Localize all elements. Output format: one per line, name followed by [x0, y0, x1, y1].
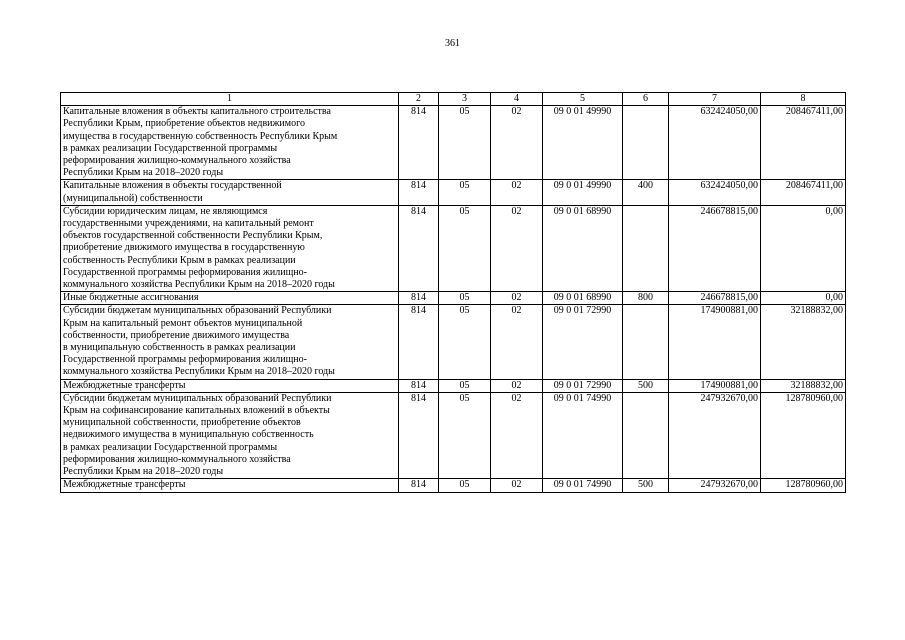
budget-table	[60, 92, 846, 493]
header-cell: 3	[439, 93, 491, 106]
description-line: Республики Крым на 2018–2020 годы	[63, 167, 224, 179]
expense-type-cell	[623, 392, 669, 478]
description-line: Крым на софинансирование капитальных вложений в объекты	[63, 405, 330, 417]
subsection-code-cell: 02	[491, 180, 543, 205]
section-code-cell: 05	[439, 205, 491, 291]
description-line: Республики Крым на 2018–2020 годы	[63, 466, 224, 478]
ministry-code-cell: 814	[399, 205, 439, 291]
description-line: Иные бюджетные ассигнования	[63, 292, 199, 304]
description-line: коммунального хозяйства Республики Крым на 2018–2020 годы	[63, 366, 335, 378]
header-row	[61, 93, 846, 106]
subsection-code-cell: 02	[491, 479, 543, 492]
table-row	[61, 379, 846, 392]
amount-2019-cell: 632424050,00	[669, 106, 761, 180]
amount-2020-cell: 32188832,00	[761, 305, 846, 379]
amount-2020-cell: 32188832,00	[761, 379, 846, 392]
description-cell	[61, 392, 399, 478]
target-article-cell: 09 0 01 68990	[543, 292, 623, 305]
description-line: в муниципальную собственность в рамках реализации	[63, 342, 296, 354]
description-line: Субсидии бюджетам муниципальных образований Республики	[63, 392, 332, 404]
header-cell: 4	[491, 93, 543, 106]
description-line: объектов государственной собственности Республики Крым,	[63, 230, 323, 242]
amount-2020-cell: 128780960,00	[761, 392, 846, 478]
header-cell: 8	[761, 93, 846, 106]
target-article-cell: 09 0 01 68990	[543, 205, 623, 291]
amount-2020-cell: 128780960,00	[761, 479, 846, 492]
section-code-cell: 05	[439, 379, 491, 392]
target-article-cell: 09 0 01 74990	[543, 392, 623, 478]
amount-2019-cell: 174900881,00	[669, 379, 761, 392]
description-cell	[61, 292, 399, 305]
expense-type-cell	[623, 305, 669, 379]
table-row	[61, 292, 846, 305]
target-article-cell: 09 0 01 74990	[543, 479, 623, 492]
expense-type-cell: 800	[623, 292, 669, 305]
description-cell	[61, 180, 399, 205]
section-code-cell: 05	[439, 106, 491, 180]
description-line: муниципальной собственности, приобретение объектов	[63, 417, 301, 429]
subsection-code-cell: 02	[491, 205, 543, 291]
target-article-cell: 09 0 01 49990	[543, 180, 623, 205]
amount-2020-cell: 0,00	[761, 205, 846, 291]
table-row	[61, 205, 846, 291]
expense-type-cell: 500	[623, 379, 669, 392]
amount-2019-cell: 247932670,00	[669, 392, 761, 478]
subsection-code-cell: 02	[491, 379, 543, 392]
description-line: Межбюджетные трансферты	[63, 379, 186, 391]
description-line: Капитальные вложения в объекты государственной	[63, 180, 282, 192]
section-code-cell: 05	[439, 392, 491, 478]
description-line: Межбюджетные трансферты	[63, 479, 186, 491]
description-line: реформирования жилищно-коммунального хозяйства	[63, 453, 291, 465]
header-cell: 5	[543, 93, 623, 106]
ministry-code-cell: 814	[399, 305, 439, 379]
expense-type-cell: 400	[623, 180, 669, 205]
section-code-cell: 05	[439, 479, 491, 492]
ministry-code-cell: 814	[399, 392, 439, 478]
amount-2020-cell: 0,00	[761, 292, 846, 305]
subsection-code-cell: 02	[491, 106, 543, 180]
subsection-code-cell: 02	[491, 392, 543, 478]
target-article-cell: 09 0 01 72990	[543, 305, 623, 379]
description-line: приобретение движимого имущества в государственную	[63, 242, 305, 254]
target-article-cell: 09 0 01 49990	[543, 106, 623, 180]
description-cell	[61, 205, 399, 291]
header-cell: 7	[669, 93, 761, 106]
description-line: в рамках реализации Государственной программы	[63, 441, 278, 453]
description-cell	[61, 305, 399, 379]
description-line: собственности, приобретение движимого имущества	[63, 329, 290, 341]
description-line: в рамках реализации Государственной программы	[63, 142, 278, 154]
table-row	[61, 106, 846, 180]
ministry-code-cell: 814	[399, 180, 439, 205]
ministry-code-cell: 814	[399, 292, 439, 305]
amount-2019-cell: 247932670,00	[669, 479, 761, 492]
expense-type-cell	[623, 205, 669, 291]
amount-2019-cell: 246678815,00	[669, 205, 761, 291]
subsection-code-cell: 02	[491, 292, 543, 305]
header-cell: 6	[623, 93, 669, 106]
description-line: Крым на капитальный ремонт объектов муниципальной	[63, 317, 303, 329]
description-line: (муниципальной) собственности	[63, 192, 203, 204]
section-code-cell: 05	[439, 292, 491, 305]
amount-2020-cell: 208467411,00	[761, 106, 846, 180]
table-row	[61, 392, 846, 478]
description-line: государственными учреждениями, на капитальный ремонт	[63, 218, 314, 230]
amount-2019-cell: 632424050,00	[669, 180, 761, 205]
description-line: имущества в государственную собственность Республики Крым	[63, 130, 338, 142]
section-code-cell: 05	[439, 180, 491, 205]
table-row	[61, 305, 846, 379]
section-code-cell: 05	[439, 305, 491, 379]
description-line: Государственной программы реформирования жилищно-	[63, 266, 307, 278]
ministry-code-cell: 814	[399, 479, 439, 492]
description-line: коммунального хозяйства Республики Крым на 2018–2020 годы	[63, 279, 335, 291]
description-cell	[61, 479, 399, 492]
target-article-cell: 09 0 01 72990	[543, 379, 623, 392]
description-line: Субсидии бюджетам муниципальных образований Республики	[63, 305, 332, 317]
table-row	[61, 180, 846, 205]
ministry-code-cell: 814	[399, 379, 439, 392]
amount-2020-cell: 208467411,00	[761, 180, 846, 205]
expense-type-cell: 500	[623, 479, 669, 492]
amount-2019-cell: 174900881,00	[669, 305, 761, 379]
description-line: недвижимого имущества в муниципальную собственность	[63, 429, 314, 441]
table-row	[61, 479, 846, 492]
description-line: Республики Крым, приобретение объектов недвижимого	[63, 118, 305, 130]
description-cell	[61, 106, 399, 180]
header-cell: 1	[61, 93, 399, 106]
description-line: собственность Республики Крым в рамках реализации	[63, 254, 296, 266]
description-line: Государственной программы реформирования жилищно-	[63, 354, 307, 366]
header-cell: 2	[399, 93, 439, 106]
subsection-code-cell: 02	[491, 305, 543, 379]
page-number: 361	[445, 38, 460, 49]
table-body	[61, 106, 846, 492]
amount-2019-cell: 246678815,00	[669, 292, 761, 305]
description-line: Субсидии юридическим лицам, не являющимся	[63, 205, 268, 217]
description-cell	[61, 379, 399, 392]
ministry-code-cell: 814	[399, 106, 439, 180]
description-line: Капитальные вложения в объекты капитального строительства	[63, 106, 331, 118]
expense-type-cell	[623, 106, 669, 180]
description-line: реформирования жилищно-коммунального хозяйства	[63, 155, 291, 167]
